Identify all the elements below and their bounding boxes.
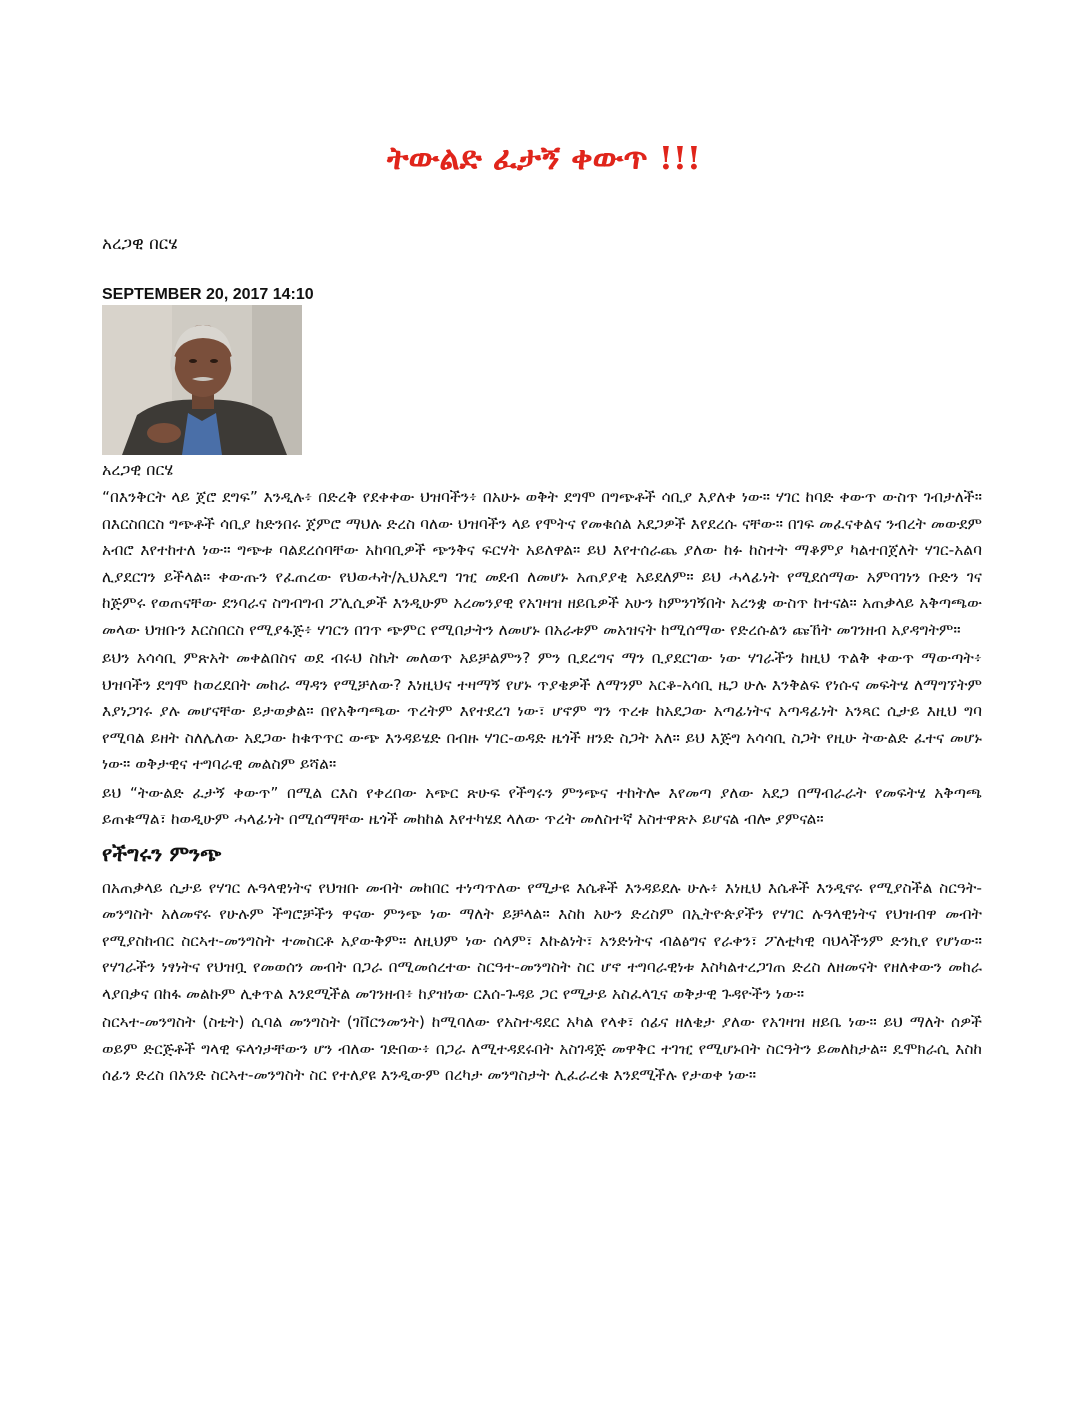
body-paragraph: ይህ “ትውልድ ፈታኝ ቀውጥ” በሚል ርእስ የቀረበው አጭር ጽሁፍ የችግሩን ምንጭና ተከትሎ እየመጣ ያለው አደጋ በማብራራት የመፍትሄ አቅጣጫ ይጠቁማል፣ ከወዲሁም ሓላፊነት በሚሰማቸው ዜጎች መከከል እየተካሄደ ላለው ጥረት መለስተኛ አስተዋጽኦ ይሆናል ብሎ ያምናል። xyxy=(102,783,982,828)
body-paragraph: በአጠቃላይ ሲታይ የሃገር ሉዓላዊነትና የህዝቡ መብት መከበር ተነጣጥለው የሚታዩ እሴቶች እንዳይደሉ ሁሉ፥ እነዚህ እሴቶች እንዲኖሩ የሚያስችል ስርዓት-መንግስት አለመኖሩ የሁሉም ችግሮቻችን ዋናው ምንጭ ነው ማለት ይቻላል። እስከ አሁን ድረስም በኢትዮጵያችን የሃገር ሉዓላዊነትና የህዝብዋ መብት የሚያስከብር ስርኣተ-መንግስት ተመስርቶ አያውቅም። ለዚህም ነው ሰላም፣ እኩልነት፣ አንድነትና ብልፅግና የራቀን፣ ፖለቲካዊ ባህላችንም ድንኪየ የሆነው። የሃገራችን ነፃነትና የህዝቧ የመወሰን መብት በጋራ በሚመሰረተው ስርዓተ-መንግስት ስር ሆኖ ተግባራዊነቱ እስካልተረጋገጠ ድረስ ለዘመናት የዘለቀውን መከራ ላያበቃና በከፋ መልኩም ሊቀጥል እንደሚችል መገንዘብ፥ ከያዝነው ርእሰ-ጉዳይ ጋር የሚታይ አስፈላጊና ወቅታዊ ጉዳዮችን ነው። xyxy=(102,878,982,1003)
author-name: አረጋዊ በርሄ xyxy=(102,234,178,254)
article-body xyxy=(102,484,982,1091)
section-heading: የችግሩን ምንጭ xyxy=(102,840,222,866)
author-photo-image xyxy=(102,305,302,455)
photo-caption: አረጋዊ በርሄ xyxy=(102,460,174,479)
body-paragraph: ይህን አሳሳቢ ምጽአት መቀልበስና ወደ ብሩህ ስኬት መለወጥ አይቻልምን? ምን ቢደረግና ማን ቢያደርገው ነው ሃገራችን ከዚህ ጥልቅ ቀውጥ ማውጣት፥ ህዝባችን ደግሞ ከወረደበት መከራ ማዳን የሚቻለው? እነዚህና ተዛማኝ የሆኑ ጥያቄዎች ለማንም አርቆ-አሳቢ ዜጋ ሁሉ እንቅልፍ የነሱና መፍትሄ ለማግኘትም እያነጋገሩ ያሉ መሆናቸው ይታወቃል። በየአቅጣጫው ጥረትም እየተደረገ ነው፣ ሆኖም ግን ጥረቱ ከአደጋው አጣፊነትና አጣዳፊነት አንጻር ሲታይ እዚህ ግባ የሚባል ይዘት ስለሌለው አደጋው ከቁጥጥር ውጭ እንዳይሄድ በብዙ ሃገር-ወዳድ ዜጎች ዘንድ ስጋት አለ። ይህ እጅግ አሳሳቢ ስጋት የዚሁ ትውልድ ፈተና መሆኑ ነው። ወቅታዊና ተግባራዊ መልስም ይሻል። xyxy=(102,649,982,773)
article-title: ትውልድ ፈታኝ ቀውጥ !!! xyxy=(387,139,701,177)
dateline: SEPTEMBER 20, 2017 14:10 xyxy=(102,286,314,303)
author-photo xyxy=(102,305,302,455)
body-paragraph: ስርኣተ-መንግስት (ስቴት) ሲባል መንግስት (ገቨርንመንት) ከሚባለው የአስተዳደር አካል የላቀ፣ ሰፊና ዘለቄታ ያለው የአገዛዝ ዘይቤ ነው። ይህ ማለት ሰዎች ወይም ድርጅቶች ግላዊ ፍላጎታቸውን ሆን ብለው ገድበው፥ በጋራ ለሚተዳደሩበት አስገዳጅ መዋቅር ተገዢ የሚሆኑበት ስርዓትን ይመለከታል። ዴሞክራሲ እስከ ሰፊን ድረስ በአንድ ስርኣተ-መንግስት ስር የተለያዩ እንዲውም በረካታ መንግስታት ሊፈራረቁ እንደሚችሉ የታወቀ ነው። xyxy=(102,1013,982,1084)
body-paragraph: “በእንቅርት ላይ ጀሮ ደግፍ” እንዲሉ፥ በድረቅ የደቀቀው ህዝባችን፥ በአሁኑ ወቅት ደግሞ በግጭቶች ሳቢያ እያለቀ ነው። ሃገር ከባድ ቀውጥ ውስጥ ገብታለች። በእርስበርስ ግጭቶች ሳቢያ ከድንበሩ ጀምሮ ማህሉ ድረስ ባለው ህዝባችን ላይ የሞትና የመቁሰል አደጋዎች እየደረሱ ናቸው። በገፍ መፈናቀልና ንብረት መውደም አብሮ እየተከተለ ነው። ግጭቱ ባልደረሰባቸው አከባቢዎች ጭንቅና ፍርሃት አይለዋል። ይህ እየተሰራጨ ያለው ከፉ ከስተት ማቆምያ ካልተበጀለት ሃገር-አልባ ሊያደርገን ይችላል። ቀውጡን የፈጠረው የህወሓት/ኢህአዴግ ገዢ መደብ ለመሆኑ አጠያያቂ አይደለም። ይህ ሓላፊነት የሚደሰማው አምባገነን ቡድን ገና ከጅምሩ የወጠናቸው ደንባራና ስግብግብ ፖሊሲዎች እንዲሁም አረመንያዊ የአገዛዝ ዘይቤዎች አሁን ከምንገኝበት አረንቋ ውስጥ ከተናል። አጠቃላይ አቅጣጫው መላው ህዝቡን እርስበርስ የሚያፋጅ፥ ሃገርን በገጥ ጭምር የሚበታትን ለመሆኑ በአራቱም መአዝናት ከሚሰማው የድረሱልን ጩኸት መገንዘብ አያዳግትም። xyxy=(102,488,982,639)
